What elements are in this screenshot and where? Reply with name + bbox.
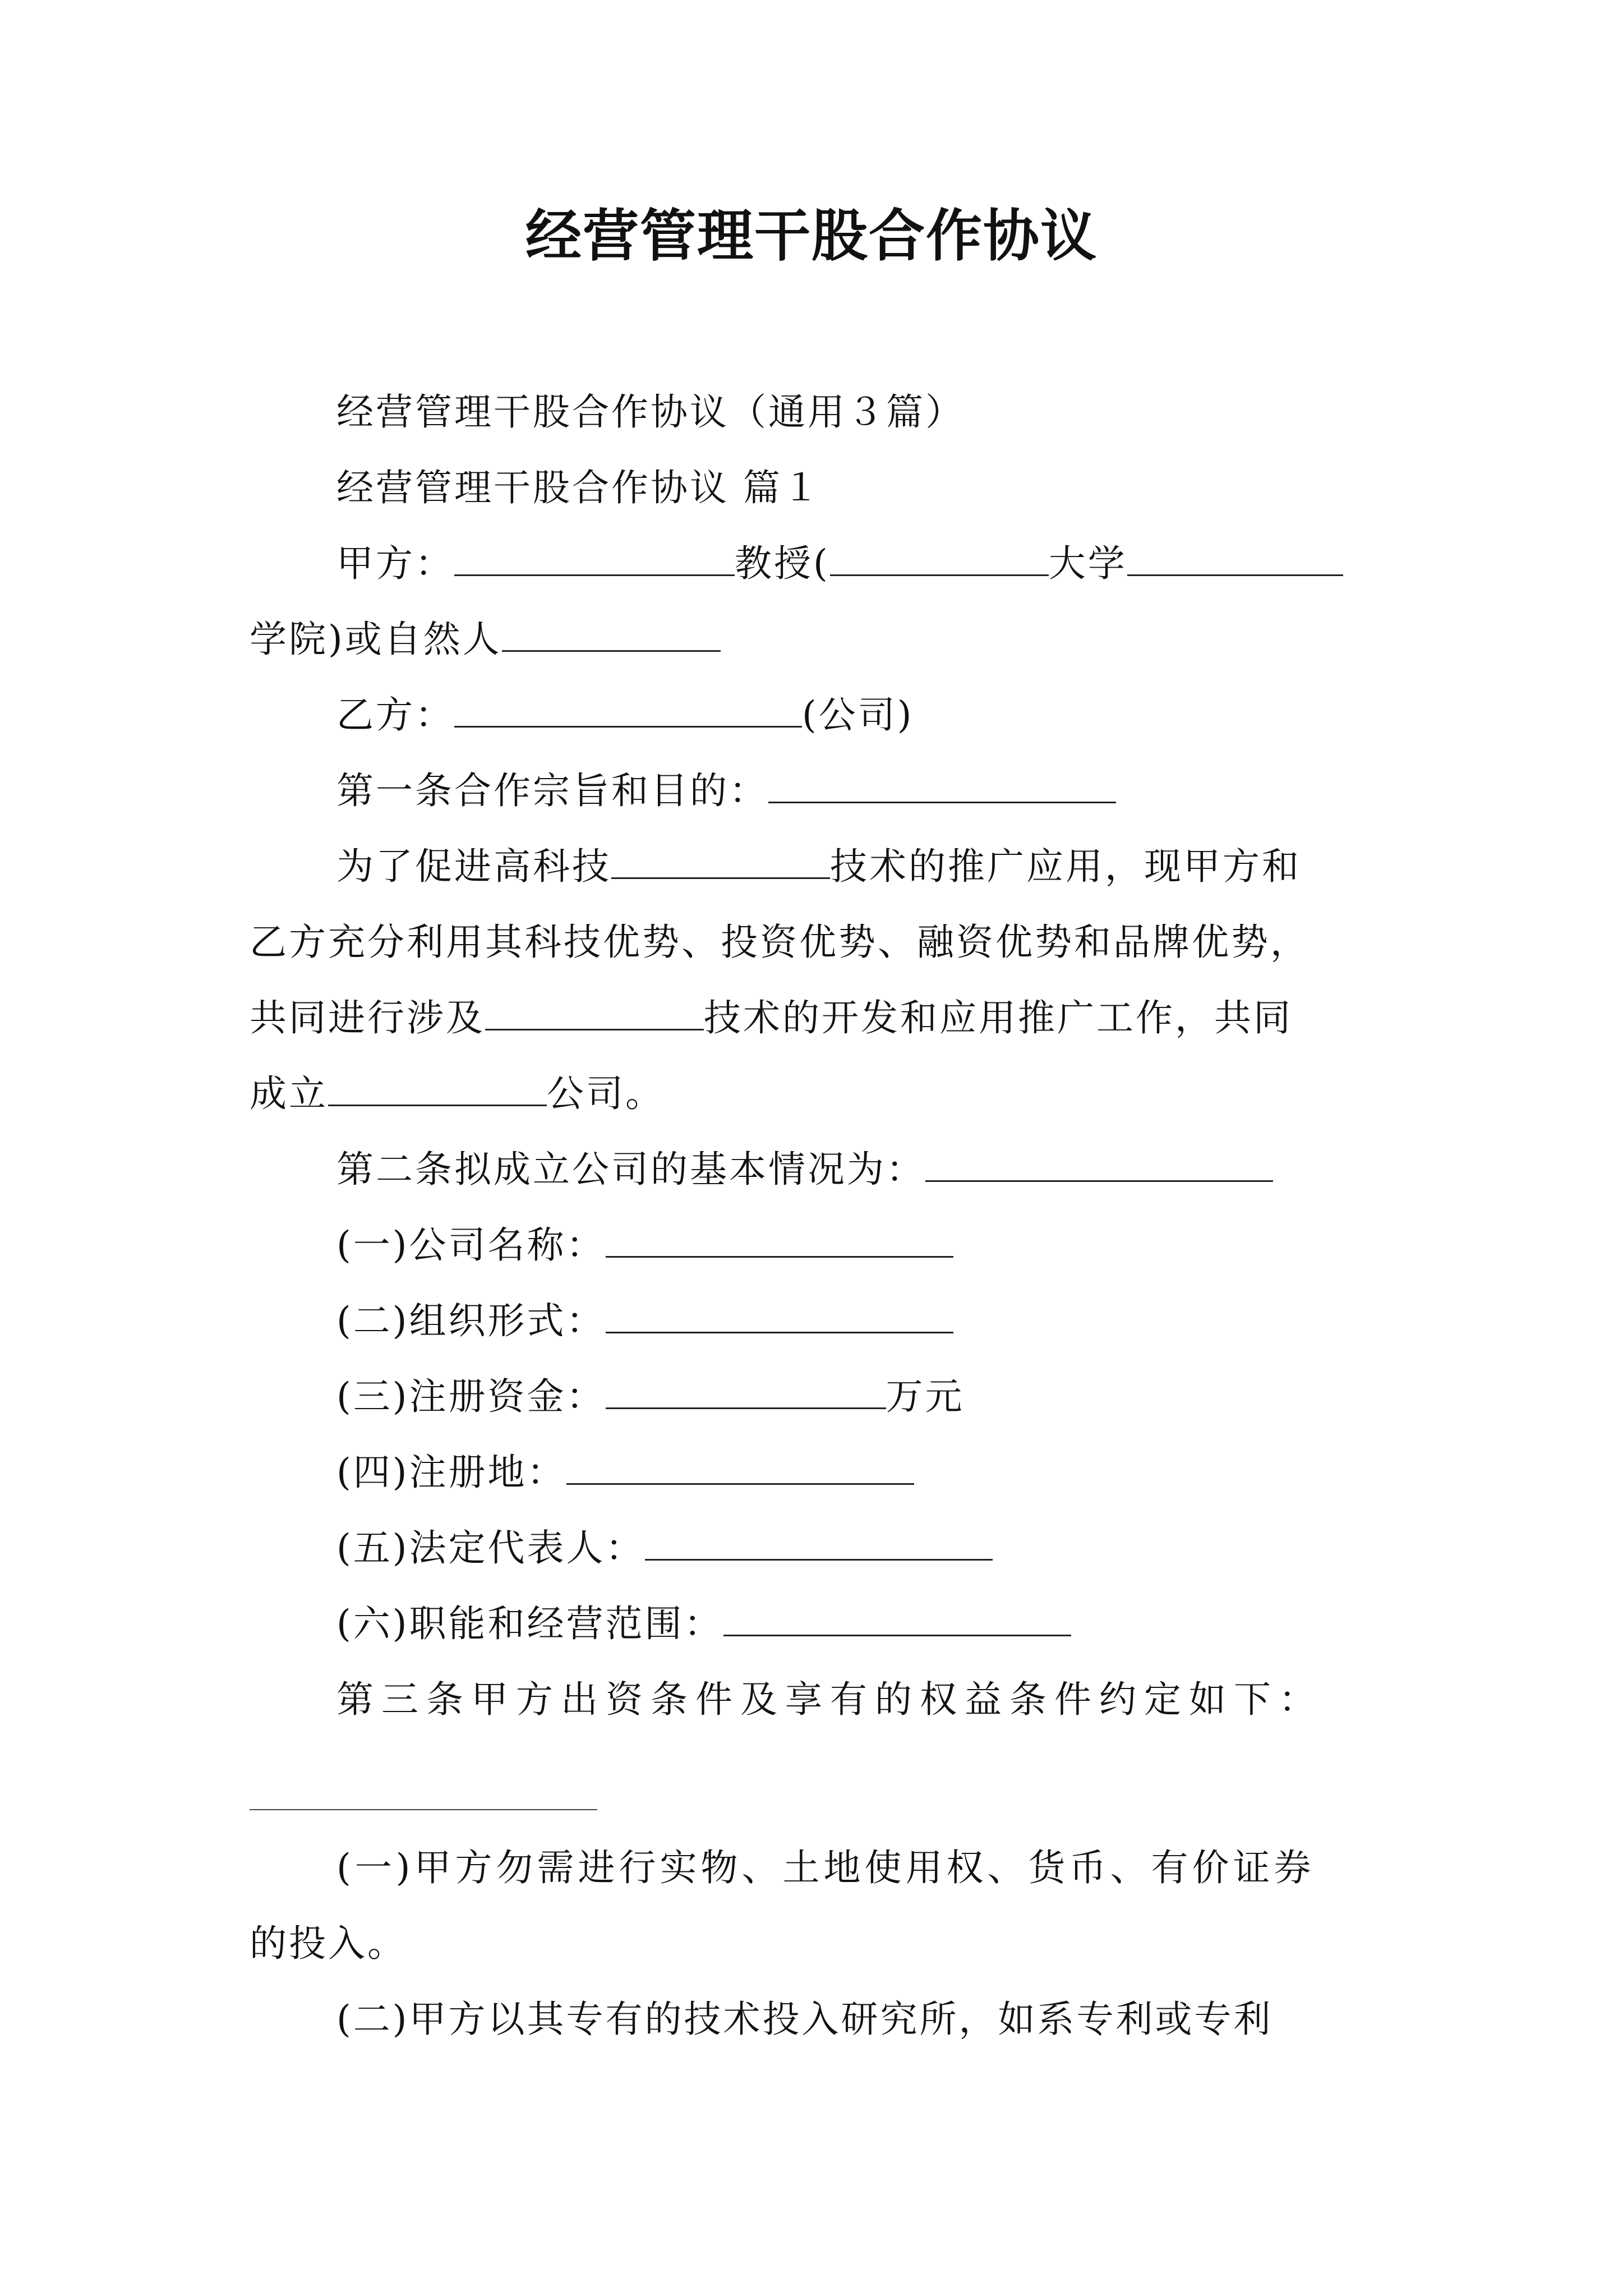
article2-item-label: (四)注册地： <box>336 1451 566 1494</box>
article1-text: 成立 <box>250 1072 328 1115</box>
article1-heading: 第一条合作宗旨和目的： <box>336 769 768 812</box>
party-b-name-blank <box>454 693 802 728</box>
article2-item-3 <box>336 1372 965 1422</box>
article1-purpose-blank <box>768 769 1116 803</box>
article1-tech-blank-1 <box>611 845 830 879</box>
party-a-university-label: 大学 <box>1048 542 1127 585</box>
registered-address-blank <box>566 1451 914 1485</box>
article1-text: 为了促进高科技 <box>336 845 611 888</box>
legal-representative-blank <box>645 1526 993 1561</box>
party-a-college-blank <box>1127 542 1343 576</box>
article1-tech-blank-2 <box>485 996 704 1030</box>
organization-form-blank <box>606 1299 953 1333</box>
party-a-college-label: 学院)或自然人 <box>250 618 502 661</box>
article1-heading-line <box>336 766 1116 816</box>
article2-heading: 第二条拟成立公司的基本情况为： <box>336 1148 925 1191</box>
business-scope-blank <box>723 1602 1071 1636</box>
party-a-name-blank <box>454 542 735 576</box>
document-subtitle: 经营管理干股合作协议（通用３篇） <box>336 390 965 434</box>
article2-blank <box>925 1148 1273 1182</box>
article3-item1-line-2: 的投入。 <box>250 1922 407 1965</box>
article1-text: 公司。 <box>547 1072 665 1115</box>
article1-paragraph-line-3 <box>250 993 1293 1043</box>
article1-text: 技术的开发和应用推广工作，共同 <box>704 996 1293 1039</box>
article3-heading: 第三条甲方出资条件及享有的权益条件约定如下： <box>336 1678 1324 1721</box>
party-a-natural-person-blank <box>502 618 721 652</box>
party-b-label: 乙方： <box>336 693 454 737</box>
registered-capital-unit: 万元 <box>886 1375 965 1418</box>
article2-item-1 <box>336 1220 953 1271</box>
party-a-line-2 <box>250 614 721 665</box>
article1-text: 技术的推广应用，现甲方和 <box>830 845 1301 888</box>
party-a-label: 甲方： <box>336 542 454 585</box>
section-heading: 经营管理干股合作协议 篇１ <box>336 466 822 509</box>
article2-item-label: (五)法定代表人： <box>336 1526 645 1570</box>
article2-item-2 <box>336 1296 953 1346</box>
party-a-university-blank <box>830 542 1049 576</box>
article2-item-label: (三)注册资金： <box>336 1375 606 1418</box>
article1-paragraph-line-2: 乙方充分利用其科技优势、投资优势、融资优势和品牌优势， <box>250 921 1310 964</box>
article2-item-5 <box>336 1523 993 1573</box>
article2-item-label: (二)组织形式： <box>336 1299 606 1342</box>
party-b-suffix: (公司) <box>802 693 914 737</box>
article3-item1-line-1: (一)甲方勿需进行实物、土地使用权、货币、有价证券 <box>336 1846 1315 1889</box>
party-a-professor-label: 教授( <box>735 542 830 585</box>
registered-capital-blank <box>606 1375 886 1409</box>
article2-item-label: (六)职能和经营范围： <box>336 1602 723 1645</box>
article1-company-blank <box>328 1072 547 1106</box>
document-title: 经营管理干股合作协议 <box>525 203 1098 269</box>
article2-heading-line <box>336 1144 1273 1195</box>
company-name-blank <box>606 1223 953 1258</box>
party-b-line <box>336 690 914 740</box>
article2-item-label: (一)公司名称： <box>336 1223 606 1267</box>
article2-item-6 <box>336 1599 1071 1649</box>
article1-text: 共同进行涉及 <box>250 996 485 1039</box>
blank-rule <box>250 1809 597 1810</box>
article3-item2-line-1: (二)甲方以其专有的技术投入研究所，如系专利或专利 <box>336 1998 1273 2041</box>
article1-paragraph-line-4 <box>250 1069 665 1119</box>
party-a-line <box>336 539 1343 589</box>
article2-item-4 <box>336 1447 914 1498</box>
article1-paragraph-line-1 <box>336 841 1301 892</box>
